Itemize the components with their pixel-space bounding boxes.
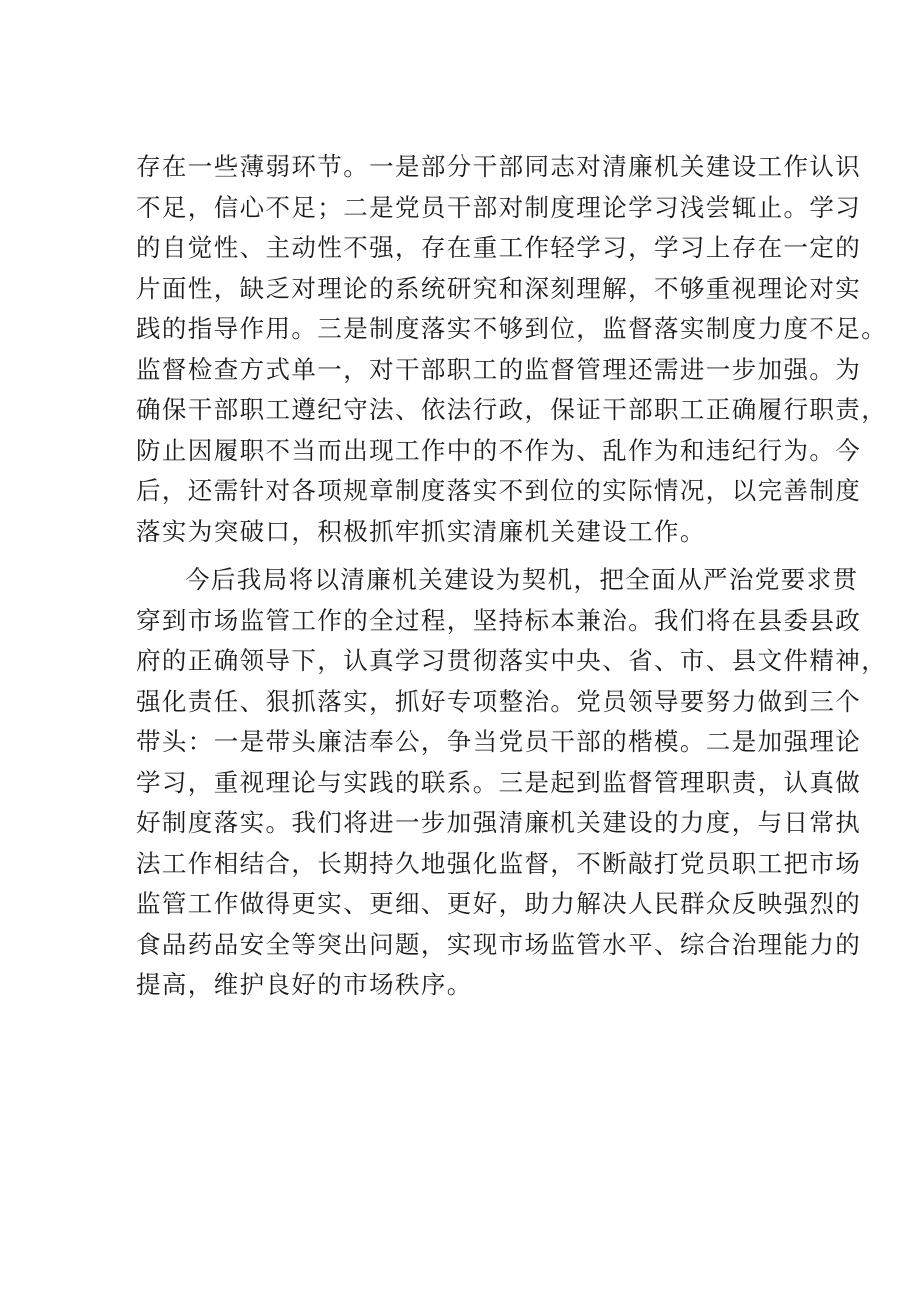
paragraph-line: 带头：一是带头廉洁奉公，争当党员干部的楷模。二是加强理论: [136, 727, 862, 756]
paragraph-line: 今后我局将以清廉机关建设为契机，把全面从严治党要求贯: [185, 565, 859, 594]
paragraph-line: 片面性，缺乏对理论的系统研究和深刻理解，不够重视理论对实: [136, 273, 862, 303]
paragraph-line: 府的正确领导下，认真学习贯彻落实中央、省、市、县文件精神，: [136, 646, 888, 675]
paragraph-line: 食品药品安全等突出问题，实现市场监管水平、综合治理能力的: [136, 929, 862, 959]
paragraph-line: 提高，维护良好的市场秩序。: [136, 970, 473, 999]
paragraph-line: 确保干部职工遵纪守法、依法行政，保证干部职工正确履行职责，: [136, 395, 888, 424]
paragraph-line: 法工作相结合，长期持久地强化监督，不断敲打党员职工把市场: [136, 848, 862, 878]
paragraph-line: 的自觉性、主动性不强，存在重工作轻学习，学习上存在一定的: [136, 233, 862, 262]
paragraph-line: 强化责任、狠抓落实，抓好专项整治。党员领导要努力做到三个: [136, 686, 862, 716]
paragraph-line: 践的指导作用。三是制度落实不够到位，监督落实制度力度不足。: [136, 314, 888, 343]
paragraph-line: 不足，信心不足；二是党员干部对制度理论学习浅尝辄止。学习: [136, 192, 862, 222]
paragraph-line: 落实为突破口，积极抓牢抓实清廉机关建设工作。: [136, 516, 706, 546]
paragraph-line: 监督检查方式单一，对干部职工的监督管理还需进一步加强。为: [136, 354, 862, 384]
paragraph-line: 防止因履职不当而出现工作中的不作为、乱作为和违纪行为。今: [136, 435, 862, 465]
paragraph-line: 好制度落实。我们将进一步加强清廉机关建设的力度，与日常执: [136, 808, 862, 837]
paragraph-2: [136, 560, 888, 1006]
paragraph-line: 学习，重视理论与实践的联系。三是起到监督管理职责，认真做: [136, 767, 862, 797]
paragraph-line: 后，还需针对各项规章制度落实不到位的实际情况，以完善制度: [136, 476, 862, 505]
paragraph-line: 存在一些薄弱环节。一是部分干部同志对清廉机关建设工作认识: [136, 152, 862, 181]
document-body: [136, 147, 888, 1006]
paragraph-spacer: [136, 552, 796, 560]
paragraph-line: 监管工作做得更实、更细、更好，助力解决人民群众反映强烈的: [136, 889, 862, 918]
paragraph-line: 穿到市场监管工作的全过程，坚持标本兼治。我们将在县委县政: [136, 605, 862, 635]
paragraph-1: [136, 147, 888, 552]
